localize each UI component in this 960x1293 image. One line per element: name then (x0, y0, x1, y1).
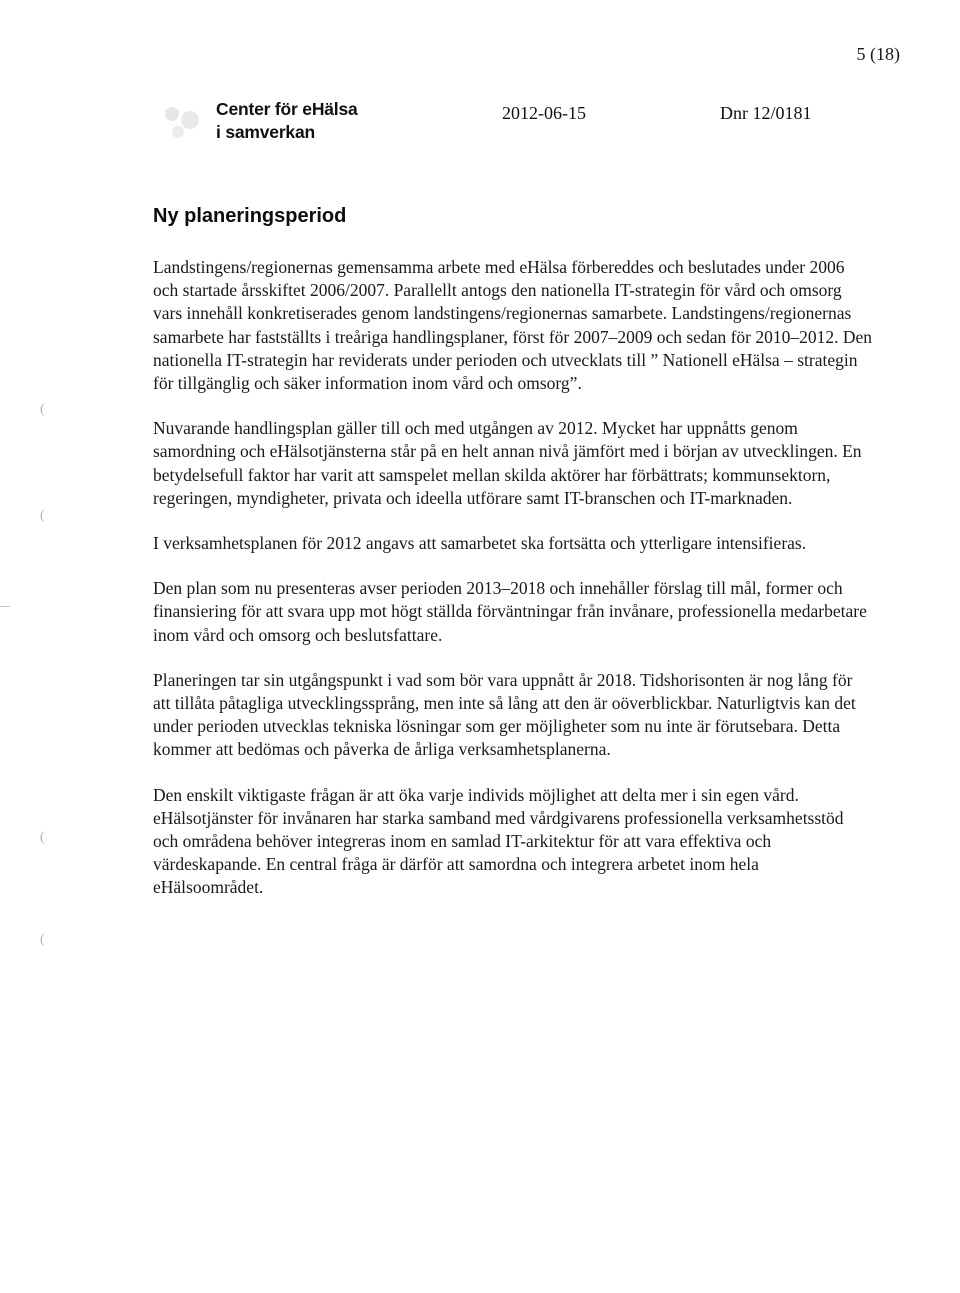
document-date: 2012-06-15 (502, 103, 586, 123)
page-number: 5 (18) (856, 44, 900, 64)
letterhead (0, 98, 960, 148)
scan-artifact: ( (40, 830, 45, 845)
organization-name (216, 98, 358, 144)
body-paragraph: I verksamhetsplanen för 2012 angavs att samarbetet ska fortsätta och ytterligare intensifieras. (153, 533, 807, 554)
body-paragraph: Landstingens/regionernas gemensamma arbete med eHälsa förbereddes och beslutades under 2006 och startade årsskiftet 2006/2007. Parallellt antogs den nationella IT-strategin för vård och omsorg vars innehåll konkretiserades genom landstingens/regionernas samarbete. Landstingens/regionernas samarbete har fastställts i treåriga handlingsplaner, först för 2007–2009 och sedan för 2010–2012. Den nationella IT-strategin har reviderats under perioden och utvecklats till ” Nationell eHälsa – strategin för tillgänglig och säker information inom vård och omsorg”. (153, 257, 873, 394)
scan-artifact (0, 606, 10, 607)
body-paragraph: Planeringen tar sin utgångspunkt i vad som bör vara uppnått år 2018. Tidshorisonten är nog lång för att tillåta påtagliga utvecklingssprång, men inte så lång att den är oöverblickbar. Naturligtvis kan det under perioden utvecklas tekniska lösningar som ger möjligheter som nu inte är förutsebara. Detta kommer att bedömas och påverka de årliga verksamhetsplanerna. (153, 669, 856, 760)
scan-artifact: ( (40, 402, 45, 417)
organization-name-line2: i samverkan (216, 122, 315, 142)
logo-icon (160, 102, 210, 142)
body-paragraph: Den plan som nu presenteras avser perioden 2013–2018 och innehåller förslag till mål, former och finansiering för att svara upp mot högt ställda förväntningar från invånare, professionella medarbetare inom vård och omsorg och beslutsfattare. (153, 578, 867, 645)
scan-artifact: ( (40, 508, 45, 523)
body-paragraph: Nuvarande handlingsplan gäller till och med utgången av 2012. Mycket har uppnåtts genom samordning och eHälsotjänsterna står på en helt annan nivå jämfört med i början av utvecklingen. En betydelsefull faktor har varit att samspelet mellan skilda aktörer har förbättrats; kommunsektorn, regeringen, myndigheter, privata och ideella utförare samt IT-branschen och IT-marknaden. (153, 418, 862, 508)
document-reference: Dnr 12/0181 (720, 103, 812, 123)
body-paragraph: Den enskilt viktigaste frågan är att öka varje individs möjlighet att delta mer i sin egen vård. eHälsotjänster för invånaren har starka samband med vårdgivarens professionella verksamhetsstöd och områdena behöver integreras inom en samlad IT-arkitektur för att vara effektiva och värdeskapande. En central fråga är därför att samordna och integrera arbetet inom hela eHälsoområdet. (153, 784, 844, 898)
section-heading: Ny planeringsperiod (153, 205, 347, 227)
scan-artifact: ( (40, 932, 45, 947)
document-body (153, 205, 873, 922)
organization-name-line1: Center för eHälsa (216, 99, 358, 119)
